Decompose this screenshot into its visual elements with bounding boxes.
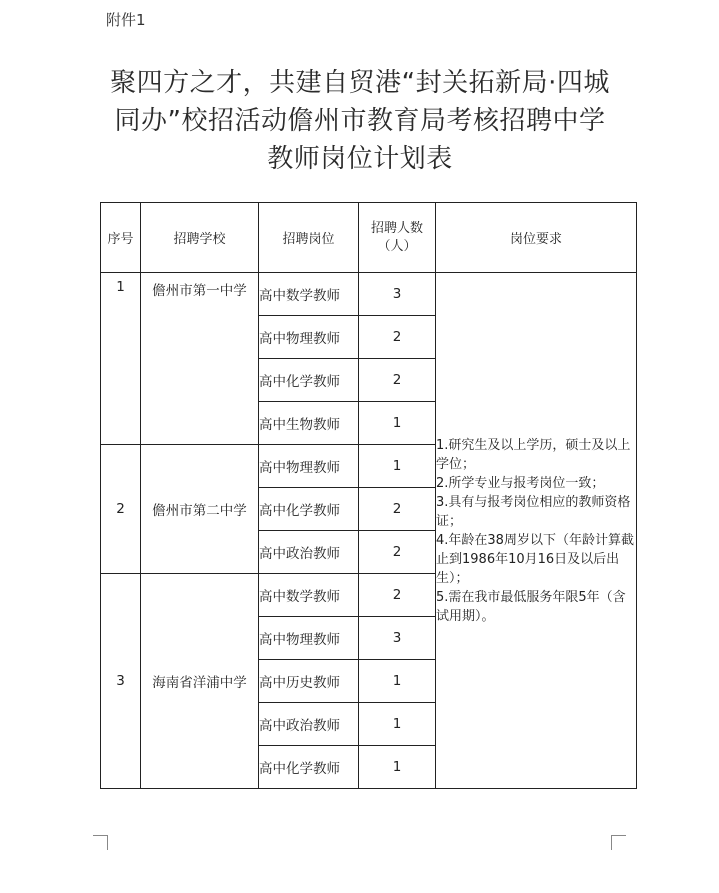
row-school: 海南省洋浦中学 — [141, 574, 259, 789]
row-count: 1 — [359, 402, 436, 445]
requirement-item: 3.具有与报考岗位相应的教师资格证； — [436, 494, 631, 529]
row-position: 高中政治教师 — [259, 703, 359, 746]
requirement-item: 5.需在我市最低服务年限5年（含试用期）。 — [436, 589, 626, 624]
title-line: 聚四方之才，共建自贸港“封关拓新局·四城 — [110, 68, 610, 98]
row-position: 高中物理教师 — [259, 445, 359, 488]
row-position: 高中生物教师 — [259, 402, 359, 445]
requirement-item: 4.年龄在38周岁以下（年龄计算截止到1986年10月16日及以后出生）； — [436, 532, 634, 586]
page-corner-mark-right — [611, 835, 626, 850]
page-title — [80, 64, 640, 178]
row-school: 儋州市第一中学 — [141, 273, 259, 445]
page-corner-mark-left — [93, 835, 108, 850]
row-position: 高中物理教师 — [259, 316, 359, 359]
row-seq: 3 — [101, 574, 141, 789]
header-requirements: 岗位要求 — [436, 203, 637, 273]
requirements-cell — [436, 273, 637, 789]
title-line: 教师岗位计划表 — [267, 144, 453, 174]
row-position: 高中化学教师 — [259, 746, 359, 789]
row-position: 高中化学教师 — [259, 488, 359, 531]
row-count: 1 — [359, 445, 436, 488]
row-count: 2 — [359, 531, 436, 574]
header-position: 招聘岗位 — [259, 203, 359, 273]
row-count: 3 — [359, 273, 436, 316]
row-position: 高中化学教师 — [259, 359, 359, 402]
header-seq: 序号 — [101, 203, 141, 273]
attachment-label: 附件1 — [106, 11, 146, 29]
title-line: 同办”校招活动儋州市教育局考核招聘中学 — [114, 106, 606, 136]
requirement-item: 2.所学专业与报考岗位一致； — [436, 475, 605, 491]
row-count: 3 — [359, 617, 436, 660]
row-seq: 1 — [101, 273, 141, 445]
table-header-row — [101, 203, 637, 273]
row-count: 2 — [359, 488, 436, 531]
header-school: 招聘学校 — [141, 203, 259, 273]
row-count: 2 — [359, 574, 436, 617]
row-count: 2 — [359, 359, 436, 402]
row-count: 2 — [359, 316, 436, 359]
row-position: 高中数学教师 — [259, 273, 359, 316]
table-row — [101, 273, 637, 316]
header-count: 招聘人数（人） — [359, 203, 436, 273]
row-count: 1 — [359, 660, 436, 703]
row-count: 1 — [359, 703, 436, 746]
row-count: 1 — [359, 746, 436, 789]
row-position: 高中政治教师 — [259, 531, 359, 574]
row-position: 高中历史教师 — [259, 660, 359, 703]
row-school: 儋州市第二中学 — [141, 445, 259, 574]
row-position: 高中数学教师 — [259, 574, 359, 617]
row-position: 高中物理教师 — [259, 617, 359, 660]
requirement-item: 1.研究生及以上学历，硕士及以上学位； — [436, 437, 631, 472]
recruitment-plan-table — [100, 202, 637, 789]
row-seq: 2 — [101, 445, 141, 574]
